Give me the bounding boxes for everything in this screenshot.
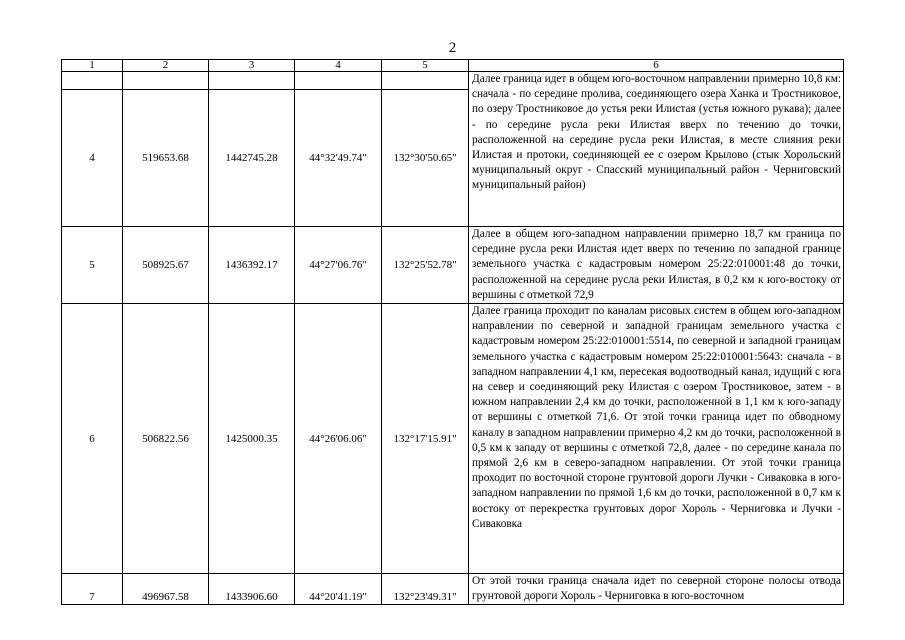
empty-cell [295,72,382,90]
empty-cell [62,72,123,90]
column-header: 6 [469,60,844,72]
coord-x: 519653.68 [123,90,209,227]
description-cell [469,227,844,304]
longitude: 132°17'15.91" [382,304,469,574]
latitude: 44°32'49.74" [295,90,382,227]
empty-cell [382,72,469,90]
description-text: От этой точки граница сначала идет по северной стороне полосы отвода грунтовой дороги Хороль - Черниговка в юго-восточном [472,575,841,603]
column-header: 4 [295,60,382,72]
boundary-points-table [61,59,844,605]
point-number: 4 [62,90,123,227]
coord-x: 506822.56 [123,304,209,574]
coord-y: 1442745.28 [209,90,295,227]
table-row [62,227,844,304]
coord-x: 496967.58 [123,574,209,605]
table-row [62,574,844,605]
table-row-empty [62,72,844,90]
latitude: 44°27'06.76" [295,227,382,304]
description-cell [469,574,844,605]
empty-cell [209,72,295,90]
longitude: 132°30'50.65" [382,90,469,227]
description-text: Далее в общем юго-западном направлении примерно 18,7 км граница по середине русла реки Илистая идет вверх по течению по западной границе земельного участка с кадастровым номером 25:22:010001:48 до точки, расположенной на середине русла реки Илистая, в 0,2 км к юго-востоку от вершины с отметкой 72,9 [472,228,841,301]
table-row [62,304,844,574]
latitude: 44°26'06.06" [295,304,382,574]
coord-x: 508925.67 [123,227,209,304]
column-header: 5 [382,60,469,72]
longitude: 132°25'52.78" [382,227,469,304]
point-number: 7 [62,574,123,605]
point-number: 5 [62,227,123,304]
description-text: Далее граница идет в общем юго-восточном направлении примерно 10,8 км: сначала - по середине пролива, соединяющего озера Ханка и Тростниковое, по озеру Тростниковое до устья реки Илистая (устья южного рукава); далее - по середине русла реки Илистая вверх по течению до точки, расположенной на середине русла реки Илистая, в месте слияния реки Илистая и протоки, соединяющей ее с озером Крылово (стык Хорольский муниципальный округ - Спасский муниципальный район - Черниговский муниципальный район) [472,73,841,192]
description-cell [469,72,844,227]
column-header: 1 [62,60,123,72]
latitude: 44°20'41.19" [295,574,382,605]
page-number: 2 [448,40,457,56]
empty-cell [123,72,209,90]
coord-y: 1433906.60 [209,574,295,605]
description-text: Далее граница проходит по каналам рисовых систем в общем юго-западном направлении по северной и западной границам земельного участка с кадастровым номером 25:22:010001:5514, по северной и западной границам земельного участка с кадастровым номером 25:22:010001:5643: сначала - в западном направлении 4,1 км, пересекая водоотводный канал, идущий с юга на север и соединяющий реку Илистая с озером Тростниковое, затем - в южном направлении 2,4 км до точки, расположенной в 1,1 км к юго-западу от вершины с отметкой 71,6. От этой точки граница идет по обводному каналу в западном направлении примерно 4,2 км до точки, расположенной в 0,5 км к западу от вершины с отметкой 72,8, далее - по середине канала по прямой 2,6 км в северо-западном направлении. От этой точки граница проходит по восточной стороне грунтовой дороги Лучки - Сиваковка в юго-западном направлении по прямой 1,6 км до точки, расположенной в 0,7 км к востоку от перекрестка грунтовых дорог Хороль - Черниговка и Лучки - Сиваковка [472,305,841,530]
description-cell [469,304,844,574]
longitude: 132°23'49.31" [382,574,469,605]
column-header: 3 [209,60,295,72]
column-header: 2 [123,60,209,72]
point-number: 6 [62,304,123,574]
coord-y: 1425000.35 [209,304,295,574]
coord-y: 1436392.17 [209,227,295,304]
table-header-row [62,60,844,72]
